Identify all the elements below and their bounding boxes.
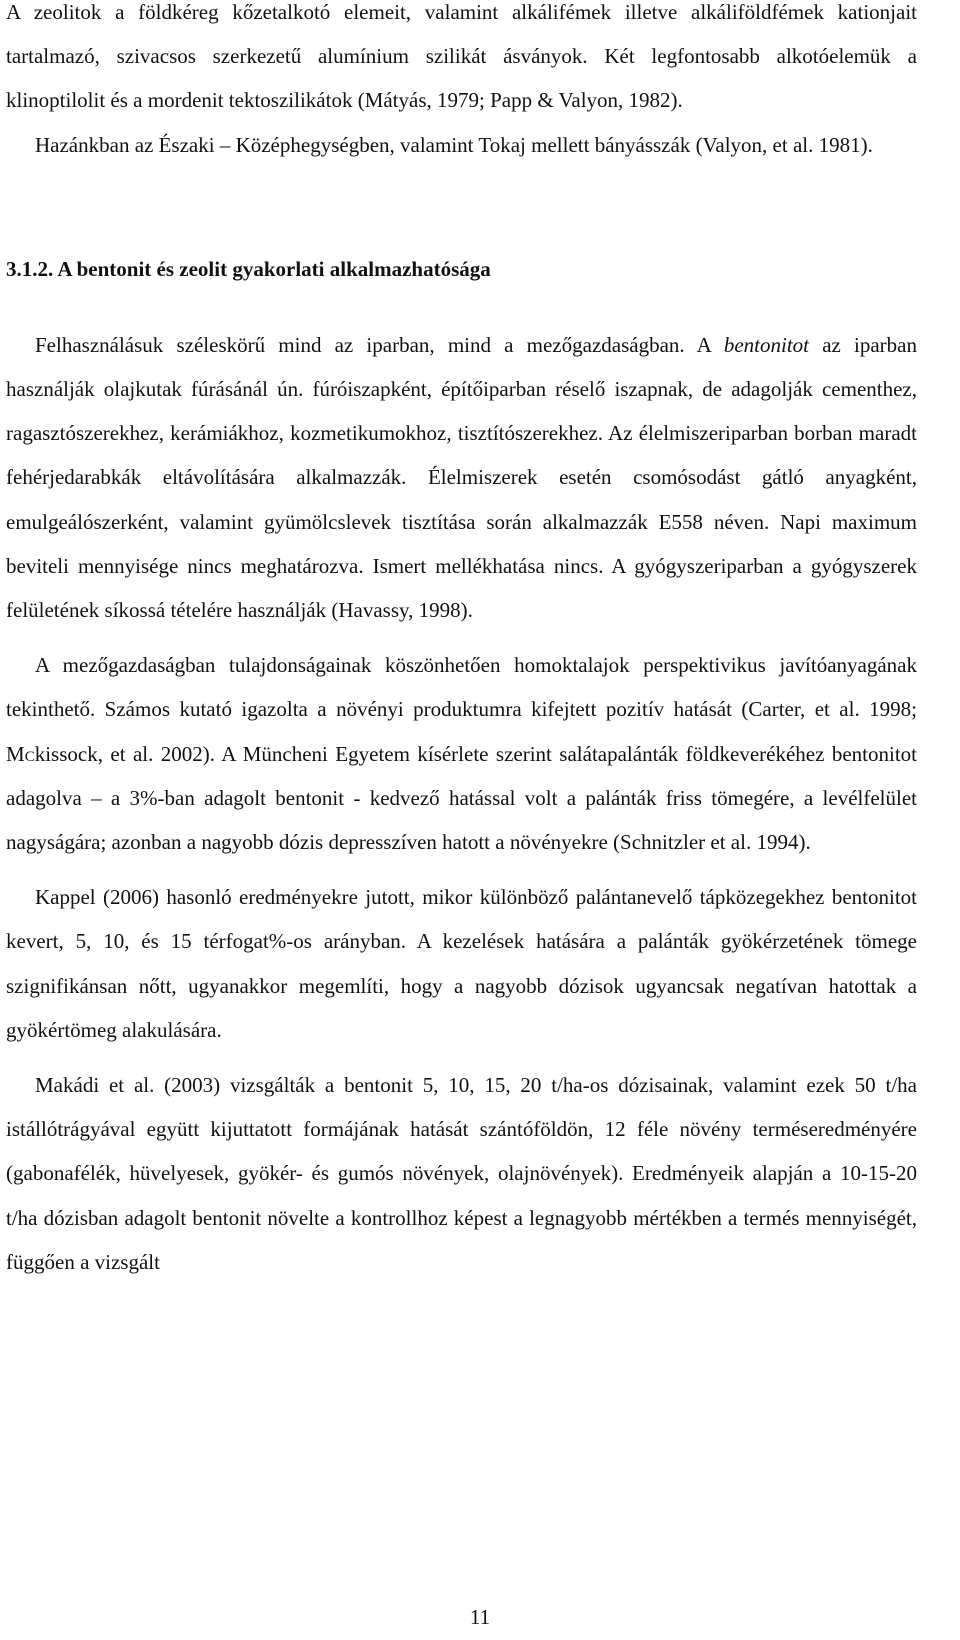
agricultural-uses-text-1: A mezőgazdaságban tulajdonságainak köszönhetően homoktalajok perspektivikus javítóanyagának tekinthető. Számos kutató igazolta a növényi produktumra kifejtett pozitív hatását (Carter, et al. 1998; M: [6, 653, 917, 766]
page-number: 11: [469, 1605, 491, 1629]
paragraph-industrial-uses: [6, 323, 917, 632]
paragraph-zeolite-definition: A zeolitok a földkéreg kőzetalkotó elemeit, valamint alkálifémek illetve alkáliföldfémek kationjait tartalmazó, szivacsos szerkezetű alumínium szilikát ásványok. Két legfontosabb alkotóelemük a klinoptilolit és a mordenit tektoszilikátok (Mátyás, 1979; Papp & Valyon, 1982).: [6, 0, 917, 113]
section-heading: 3.1.2. A bentonit és zeolit gyakorlati alkalmazhatósága: [6, 256, 491, 281]
agricultural-uses-smallcaps: c: [24, 741, 35, 766]
page-body: [6, 0, 917, 1284]
industrial-uses-text-1: Felhasználásuk széleskörű mind az iparban, mind a mezőgazdaságban. A: [35, 332, 724, 357]
industrial-uses-italic: bentonitot: [723, 332, 810, 357]
paragraph-agricultural-uses: [6, 643, 917, 864]
paragraph-zeolite-mining: Hazánkban az Északi – Középhegységben, valamint Tokaj mellett bányásszák (Valyon, et al. 1981).: [35, 132, 873, 157]
paragraph-makadi-study: Makádi et al. (2003) vizsgálták a bentonit 5, 10, 15, 20 t/ha-os dózisainak, valamint ezek 50 t/ha istállótrágyával együtt kijuttatott formájának hatását szántóföldön, 12 féle növény terméseredményére (gabonafélék, hüvelyesek, gyökér- és gumós növények, olajnövények). Eredményeik alapján a 10-15-20 t/ha dózisban adagolt bentonit növelte a kontrollhoz képest a legnagyobb mértékben a termés mennyiségét, függően a vizsgált: [6, 1073, 917, 1274]
industrial-uses-text-2: az iparban használják olajkutak fúrásánál ún. fúróiszapként, építőiparban réselő iszapnak, de adagolják cementhez, ragasztószerekhez, kerámiákhoz, kozmetikumokhoz, tisztítószerekhez. Az élelmiszeriparban borban maradt fehérjedarabkák eltávolítására alkalmazzák. Élelmiszerek esetén csomósodást gátló anyagként, emulgeálószerként, valamint gyümölcslevek tisztítása során alkalmazzák E558 néven. Napi maximum beviteli mennyisége nincs meghatározva. Ismert mellékhatása nincs. A gyógyszeriparban a gyógyszerek felületének síkossá tételére használják (Havassy, 1998).: [6, 332, 917, 623]
agricultural-uses-text-2: kissock, et al. 2002). A Müncheni Egyetem kísérlete szerint salátapalánták földkeverékéhez bentonitot adagolva – a 3%-ban adagolt bentonit - kedvező hatással volt a palánták friss tömegére, a levélfelület nagyságára; azonban a nagyobb dózis depresszíven hatott a növényekre (Schnitzler et al. 1994).: [6, 741, 917, 855]
paragraph-kappel-study: Kappel (2006) hasonló eredményekre jutott, mikor különböző palántanevelő tápközegekhez bentonitot kevert, 5, 10, és 15 térfogat%-os arányban. A kezelések hatására a palánták gyökérzetének tömege szignifikánsan nőtt, ugyanakkor megemlíti, hogy a nagyobb dózisok ugyancsak negatívan hatottak a gyökértömeg alakulására.: [6, 885, 917, 1042]
